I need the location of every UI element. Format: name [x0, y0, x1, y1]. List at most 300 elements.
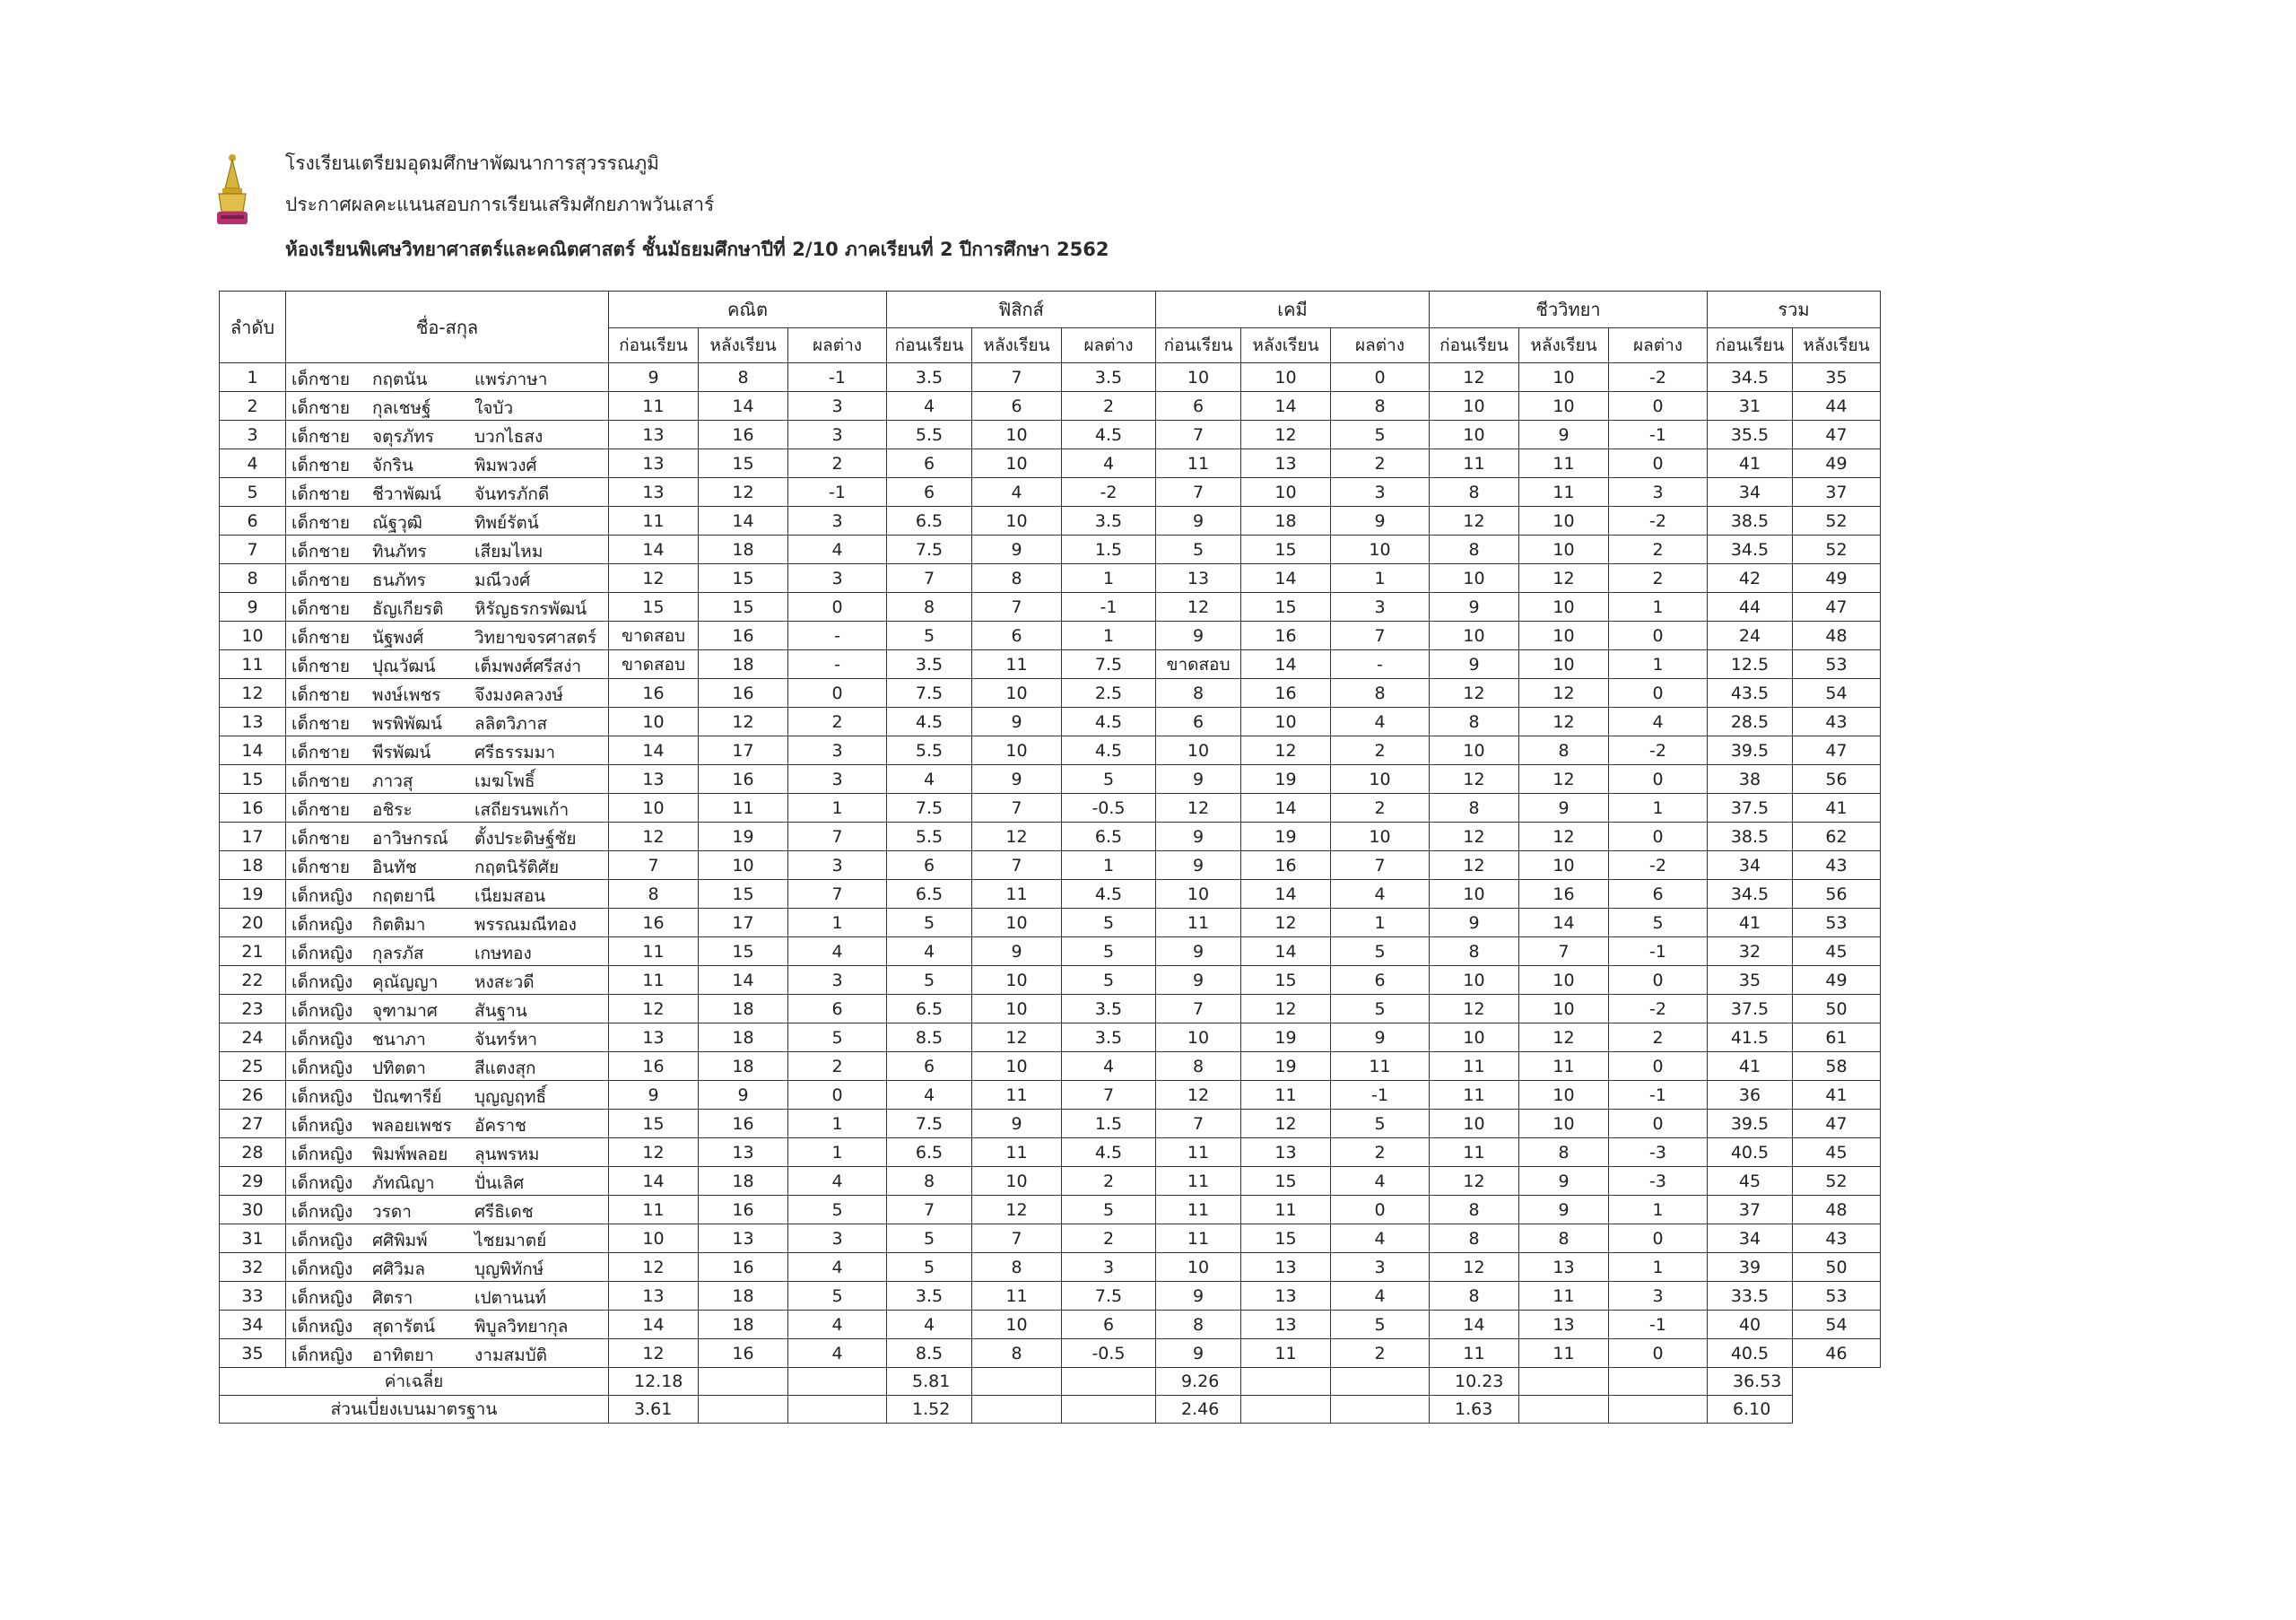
row-number: 27 [220, 1110, 286, 1138]
physics-diff-cell: 4 [1062, 1052, 1156, 1081]
biology-before-cell: 10 [1430, 421, 1519, 449]
physics-after-cell: 10 [972, 966, 1062, 995]
math-diff-cell: - [788, 650, 887, 679]
biology-diff-cell: 5 [1609, 909, 1708, 937]
table-row [220, 708, 1881, 736]
chemistry-after-cell: 13 [1241, 1138, 1331, 1167]
last-name: เต็มพงศ์ศรีสง่า [474, 657, 582, 676]
table-row [220, 564, 1881, 593]
math-before-cell: 13 [609, 478, 699, 507]
first-name: ศศิพิมพ์ [372, 1231, 428, 1250]
physics-before-cell: 3.5 [887, 363, 972, 392]
empty-cell [972, 1368, 1062, 1396]
table-row [220, 421, 1881, 449]
chemistry-before-cell: 7 [1156, 478, 1241, 507]
physics-diff-cell: 3.5 [1062, 363, 1156, 392]
biology-after-cell: 10 [1519, 995, 1609, 1023]
first-name: กฤตนัน [372, 370, 428, 389]
student-name [286, 593, 609, 622]
physics-before-cell: 6 [887, 449, 972, 478]
biology-diff-cell: -1 [1609, 937, 1708, 966]
math-before-cell: 12 [609, 1339, 699, 1368]
biology-before-cell: 12 [1430, 823, 1519, 851]
biology-diff-cell: 0 [1609, 966, 1708, 995]
total-after-cell: 56 [1793, 880, 1881, 909]
physics-after-cell: 11 [972, 880, 1062, 909]
total-after-cell: 45 [1793, 1138, 1881, 1167]
math-before-cell: 11 [609, 966, 699, 995]
chemistry-after-cell: 19 [1241, 1023, 1331, 1052]
last-name: ปั่นเลิศ [474, 1173, 525, 1193]
total-after-cell: 52 [1793, 1167, 1881, 1196]
math-mean: 12.18 [609, 1368, 699, 1396]
row-number: 3 [220, 421, 286, 449]
name-prefix: เด็กชาย [291, 484, 351, 504]
last-name: เกษทอง [474, 944, 532, 963]
biology-diff-cell: -3 [1609, 1138, 1708, 1167]
total-before-cell: 41 [1708, 909, 1793, 937]
first-name: ภาวสุ [372, 771, 413, 791]
row-number: 12 [220, 679, 286, 708]
col-no-header: ลำดับ [220, 292, 286, 363]
first-name: พิมพ์พลอย [372, 1145, 448, 1164]
chemistry-after-cell: 10 [1241, 478, 1331, 507]
math-after-cell: 14 [699, 966, 788, 995]
math-diff-cell: 3 [788, 736, 887, 765]
physics-after-cell: 6 [972, 622, 1062, 650]
total-before-cell: 35 [1708, 966, 1793, 995]
physics-before-header: ก่อนเรียน [887, 328, 972, 363]
name-prefix: เด็กชาย [291, 743, 351, 762]
total-after-cell: 49 [1793, 564, 1881, 593]
row-number: 18 [220, 851, 286, 880]
math-diff-cell: 5 [788, 1282, 887, 1311]
last-name: ทิพย์รัตน์ [474, 513, 539, 533]
math-diff-cell: -1 [788, 478, 887, 507]
student-name [286, 1023, 609, 1052]
student-name [286, 536, 609, 564]
math-before-cell: 11 [609, 937, 699, 966]
name-prefix: เด็กหญิง [291, 1058, 353, 1078]
math-before-cell: 12 [609, 1138, 699, 1167]
table-row [220, 536, 1881, 564]
math-after-cell: 10 [699, 851, 788, 880]
math-before-cell: 13 [609, 421, 699, 449]
last-name: เนียมสอน [474, 886, 546, 906]
row-number: 21 [220, 937, 286, 966]
math-before-header: ก่อนเรียน [609, 328, 699, 363]
first-name: ปทิตตา [372, 1058, 426, 1078]
row-number: 5 [220, 478, 286, 507]
chemistry-after-cell: 14 [1241, 794, 1331, 823]
math-diff-cell: 0 [788, 593, 887, 622]
empty-cell [972, 1396, 1062, 1424]
biology-after-cell: 10 [1519, 650, 1609, 679]
student-name [286, 507, 609, 536]
biology-diff-cell: 0 [1609, 1224, 1708, 1253]
student-name [286, 1339, 609, 1368]
biology-after-cell: 11 [1519, 449, 1609, 478]
physics-before-cell: 6.5 [887, 995, 972, 1023]
chemistry-before-cell: 7 [1156, 1110, 1241, 1138]
physics-after-cell: 11 [972, 650, 1062, 679]
biology-before-cell: 10 [1430, 966, 1519, 995]
biology-before-cell: 8 [1430, 937, 1519, 966]
chemistry-diff-cell: 4 [1331, 708, 1430, 736]
math-before-cell: 15 [609, 593, 699, 622]
physics-diff-cell: 3.5 [1062, 507, 1156, 536]
subject-chemistry-header: เคมี [1156, 292, 1430, 328]
first-name: จตุรภัทร [372, 427, 434, 447]
sd-label: ส่วนเบี่ยงเบนมาตรฐาน [220, 1396, 609, 1424]
table-row [220, 1282, 1881, 1311]
chemistry-diff-cell: 9 [1331, 507, 1430, 536]
math-diff-cell: 2 [788, 449, 887, 478]
math-diff-cell: 3 [788, 765, 887, 794]
chemistry-before-cell: 11 [1156, 449, 1241, 478]
chemistry-before-cell: ขาดสอบ [1156, 650, 1241, 679]
math-before-cell: 11 [609, 392, 699, 421]
name-prefix: เด็กชาย [291, 370, 351, 389]
total-after-cell: 43 [1793, 1224, 1881, 1253]
row-number: 30 [220, 1196, 286, 1224]
math-after-cell: 17 [699, 736, 788, 765]
biology-after-cell: 12 [1519, 823, 1609, 851]
first-name: ธัญเกียรติ [372, 599, 444, 619]
biology-diff-cell: -2 [1609, 736, 1708, 765]
biology-diff-cell: 0 [1609, 823, 1708, 851]
physics-diff-cell: 5 [1062, 966, 1156, 995]
total-after-cell: 48 [1793, 1196, 1881, 1224]
chemistry-before-cell: 8 [1156, 1052, 1241, 1081]
biology-diff-cell: 0 [1609, 1339, 1708, 1368]
name-prefix: เด็กชาย [291, 628, 351, 648]
total-after-cell: 43 [1793, 851, 1881, 880]
first-name: กฤตยานี [372, 886, 436, 906]
physics-before-cell: 3.5 [887, 650, 972, 679]
biology-after-cell: 10 [1519, 507, 1609, 536]
first-name: ชีวาพัฒน์ [372, 484, 441, 504]
total-before-cell: 34.5 [1708, 536, 1793, 564]
biology-diff-cell: -3 [1609, 1167, 1708, 1196]
math-after-cell: 16 [699, 421, 788, 449]
row-number: 35 [220, 1339, 286, 1368]
total-before-cell: 39.5 [1708, 1110, 1793, 1138]
empty-cell [1062, 1368, 1156, 1396]
physics-diff-cell: -1 [1062, 593, 1156, 622]
first-name: อาวิษกรณ์ [372, 829, 448, 849]
empty-cell [1241, 1396, 1331, 1424]
math-diff-cell: - [788, 622, 887, 650]
name-prefix: เด็กชาย [291, 858, 351, 877]
math-diff-cell: 4 [788, 1167, 887, 1196]
math-after-cell: 18 [699, 1282, 788, 1311]
physics-before-cell: 7.5 [887, 536, 972, 564]
total-after-cell: 47 [1793, 1110, 1881, 1138]
total-after-cell: 49 [1793, 966, 1881, 995]
physics-diff-cell: 5 [1062, 765, 1156, 794]
chemistry-diff-cell: 6 [1331, 966, 1430, 995]
student-name [286, 880, 609, 909]
physics-after-cell: 10 [972, 507, 1062, 536]
chemistry-after-cell: 19 [1241, 823, 1331, 851]
table-row [220, 363, 1881, 392]
name-prefix: เด็กหญิง [291, 1202, 353, 1222]
first-name: อินทัช [372, 858, 417, 877]
last-name: แพร่ภาษา [474, 370, 548, 389]
biology-before-cell: 10 [1430, 1110, 1519, 1138]
math-after-cell: 16 [699, 679, 788, 708]
table-row [220, 1110, 1881, 1138]
biology-before-cell: 12 [1430, 679, 1519, 708]
name-prefix: เด็กหญิง [291, 886, 353, 906]
chemistry-after-cell: 10 [1241, 708, 1331, 736]
subject-math-header: คณิต [609, 292, 887, 328]
first-name: ปัณฑารีย์ [372, 1087, 442, 1107]
total-after-cell: 58 [1793, 1052, 1881, 1081]
physics-before-cell: 5.5 [887, 421, 972, 449]
chemistry-before-cell: 10 [1156, 1253, 1241, 1282]
physics-after-cell: 10 [972, 449, 1062, 478]
math-after-cell: 14 [699, 392, 788, 421]
biology-diff-cell: 0 [1609, 765, 1708, 794]
chemistry-before-header: ก่อนเรียน [1156, 328, 1241, 363]
math-after-cell: 16 [699, 1253, 788, 1282]
student-name [286, 823, 609, 851]
last-name: ลลิตวิภาส [474, 714, 548, 734]
physics-after-cell: 8 [972, 564, 1062, 593]
name-prefix: เด็กชาย [291, 427, 351, 447]
total-after-cell: 61 [1793, 1023, 1881, 1052]
math-after-cell: 18 [699, 536, 788, 564]
physics-after-cell: 9 [972, 708, 1062, 736]
biology-diff-cell: 3 [1609, 1282, 1708, 1311]
row-number: 23 [220, 995, 286, 1023]
row-number: 14 [220, 736, 286, 765]
math-diff-cell: 6 [788, 995, 887, 1023]
first-name: พงษ์เพชร [372, 685, 441, 705]
biology-before-cell: 8 [1430, 536, 1519, 564]
physics-after-cell: 10 [972, 995, 1062, 1023]
math-diff-cell: 3 [788, 1224, 887, 1253]
total-before-cell: 34.5 [1708, 363, 1793, 392]
math-after-cell: 18 [699, 1311, 788, 1339]
table-row [220, 909, 1881, 937]
first-name: พรพิพัฒน์ [372, 714, 442, 734]
chemistry-before-cell: 7 [1156, 995, 1241, 1023]
table-row [220, 765, 1881, 794]
last-name: ใจบัว [474, 398, 514, 418]
total-before-cell: 28.5 [1708, 708, 1793, 736]
chemistry-before-cell: 10 [1156, 363, 1241, 392]
physics-after-cell: 11 [972, 1081, 1062, 1110]
math-before-cell: 14 [609, 536, 699, 564]
table-row [220, 622, 1881, 650]
math-after-cell: 12 [699, 478, 788, 507]
physics-before-cell: 5 [887, 966, 972, 995]
physics-before-cell: 3.5 [887, 1282, 972, 1311]
chemistry-diff-cell: 8 [1331, 392, 1430, 421]
math-diff-cell: 1 [788, 909, 887, 937]
biology-sd: 1.63 [1430, 1396, 1519, 1424]
math-before-cell: 9 [609, 1081, 699, 1110]
biology-after-cell: 8 [1519, 1224, 1609, 1253]
total-after-header: หลังเรียน [1793, 328, 1881, 363]
first-name: ทินภัทร [372, 542, 427, 562]
math-before-cell: 11 [609, 1196, 699, 1224]
chemistry-diff-cell: 10 [1331, 823, 1430, 851]
row-number: 34 [220, 1311, 286, 1339]
physics-diff-cell: 2.5 [1062, 679, 1156, 708]
biology-before-cell: 9 [1430, 650, 1519, 679]
table-row [220, 679, 1881, 708]
chemistry-after-cell: 13 [1241, 1282, 1331, 1311]
student-name [286, 1224, 609, 1253]
physics-before-cell: 8 [887, 1167, 972, 1196]
table-row [220, 449, 1881, 478]
total-after-cell: 46 [1793, 1339, 1881, 1368]
biology-before-cell: 12 [1430, 765, 1519, 794]
math-before-cell: 14 [609, 736, 699, 765]
name-prefix: เด็กหญิง [291, 1288, 353, 1308]
total-after-cell: 41 [1793, 1081, 1881, 1110]
total-after-cell: 48 [1793, 622, 1881, 650]
row-number: 31 [220, 1224, 286, 1253]
math-diff-cell: 3 [788, 392, 887, 421]
row-number: 1 [220, 363, 286, 392]
physics-after-cell: 12 [972, 1023, 1062, 1052]
biology-after-cell: 9 [1519, 421, 1609, 449]
first-name: คุณัญญา [372, 972, 439, 992]
biology-mean: 10.23 [1430, 1368, 1519, 1396]
student-name [286, 679, 609, 708]
row-number: 11 [220, 650, 286, 679]
total-before-cell: 40.5 [1708, 1339, 1793, 1368]
biology-after-cell: 13 [1519, 1253, 1609, 1282]
name-prefix: เด็กชาย [291, 714, 351, 734]
math-diff-cell: -1 [788, 363, 887, 392]
announcement-title: ประกาศผลคะแนนสอบการเรียนเสริมศักยภาพวันเสาร์ [285, 194, 715, 215]
name-prefix: เด็กหญิง [291, 1145, 353, 1164]
last-name: บวกไธสง [474, 427, 544, 447]
physics-before-cell: 6 [887, 851, 972, 880]
physics-after-cell: 11 [972, 1138, 1062, 1167]
row-number: 22 [220, 966, 286, 995]
first-name: กุลเชษฐ์ [372, 398, 431, 418]
physics-after-cell: 6 [972, 392, 1062, 421]
row-number: 8 [220, 564, 286, 593]
class-subtitle: ห้องเรียนพิเศษวิทยาศาสตร์และคณิตศาสตร์ ชั้นมัธยมศึกษาปีที่ 2/10 ภาคเรียนที่ 2 ปีการศึกษา 2562 [285, 239, 1109, 260]
math-after-cell: 9 [699, 1081, 788, 1110]
physics-diff-cell: 1 [1062, 622, 1156, 650]
student-name [286, 622, 609, 650]
chemistry-diff-header: ผลต่าง [1331, 328, 1430, 363]
biology-after-cell: 10 [1519, 536, 1609, 564]
student-name [286, 1253, 609, 1282]
chemistry-before-cell: 12 [1156, 794, 1241, 823]
table-row [220, 966, 1881, 995]
mean-label: ค่าเฉลี่ย [220, 1368, 609, 1396]
biology-diff-cell: 3 [1609, 478, 1708, 507]
name-prefix: เด็กชาย [291, 542, 351, 562]
last-name: ศรีธิเดช [474, 1202, 534, 1222]
chemistry-mean: 9.26 [1156, 1368, 1241, 1396]
chemistry-diff-cell: 2 [1331, 736, 1430, 765]
first-name: พลอยเพชร [372, 1116, 452, 1136]
biology-after-cell: 13 [1519, 1311, 1609, 1339]
last-name: ลุนพรหม [474, 1145, 540, 1164]
math-after-cell: 18 [699, 1052, 788, 1081]
chemistry-before-cell: 6 [1156, 392, 1241, 421]
physics-after-cell: 10 [972, 679, 1062, 708]
total-after-cell: 56 [1793, 765, 1881, 794]
name-prefix: เด็กหญิง [291, 1030, 353, 1050]
chemistry-before-cell: 9 [1156, 1339, 1241, 1368]
chemistry-after-cell: 18 [1241, 507, 1331, 536]
chemistry-before-cell: 9 [1156, 966, 1241, 995]
math-before-cell: 14 [609, 1167, 699, 1196]
row-number: 32 [220, 1253, 286, 1282]
chemistry-diff-cell: 4 [1331, 1167, 1430, 1196]
total-before-cell: 39 [1708, 1253, 1793, 1282]
name-prefix: เด็กหญิง [291, 1116, 353, 1136]
name-prefix: เด็กชาย [291, 599, 351, 619]
biology-after-cell: 12 [1519, 765, 1609, 794]
physics-after-cell: 12 [972, 1196, 1062, 1224]
student-name [286, 1196, 609, 1224]
name-prefix: เด็กชาย [291, 800, 351, 820]
physics-before-cell: 6.5 [887, 1138, 972, 1167]
physics-after-cell: 7 [972, 1224, 1062, 1253]
math-after-cell: 18 [699, 1023, 788, 1052]
col-name-header: ชื่อ-สกุล [286, 292, 609, 363]
row-number: 4 [220, 449, 286, 478]
physics-before-cell: 5.5 [887, 823, 972, 851]
physics-before-cell: 4 [887, 937, 972, 966]
total-after-cell: 52 [1793, 536, 1881, 564]
first-name: ชนาภา [372, 1030, 426, 1050]
biology-before-cell: 11 [1430, 1138, 1519, 1167]
last-name: บุญพิทักษ์ [474, 1259, 544, 1279]
chemistry-after-cell: 14 [1241, 880, 1331, 909]
chemistry-after-cell: 14 [1241, 564, 1331, 593]
chemistry-diff-cell: 10 [1331, 536, 1430, 564]
biology-diff-cell: 0 [1609, 449, 1708, 478]
biology-before-cell: 8 [1430, 478, 1519, 507]
chemistry-before-cell: 9 [1156, 1282, 1241, 1311]
biology-after-cell: 10 [1519, 966, 1609, 995]
physics-after-cell: 7 [972, 593, 1062, 622]
first-name: พีรพัฒน์ [372, 743, 431, 762]
row-number: 17 [220, 823, 286, 851]
student-name [286, 1167, 609, 1196]
biology-before-cell: 9 [1430, 593, 1519, 622]
biology-before-cell: 8 [1430, 794, 1519, 823]
last-name: จึงมงคลวงษ์ [474, 685, 564, 705]
subject-biology-header: ชีววิทยา [1430, 292, 1708, 328]
math-diff-cell: 2 [788, 1052, 887, 1081]
first-name: ศิตรา [372, 1288, 413, 1308]
physics-diff-cell: 2 [1062, 1224, 1156, 1253]
math-after-cell: 11 [699, 794, 788, 823]
physics-after-cell: 7 [972, 794, 1062, 823]
math-after-cell: 13 [699, 1138, 788, 1167]
math-after-cell: 15 [699, 880, 788, 909]
math-before-cell: 12 [609, 995, 699, 1023]
last-name: กฤตนิรัติศัย [474, 858, 560, 877]
last-name: อัคราช [474, 1116, 526, 1136]
last-name: เปตานนท์ [474, 1288, 547, 1308]
